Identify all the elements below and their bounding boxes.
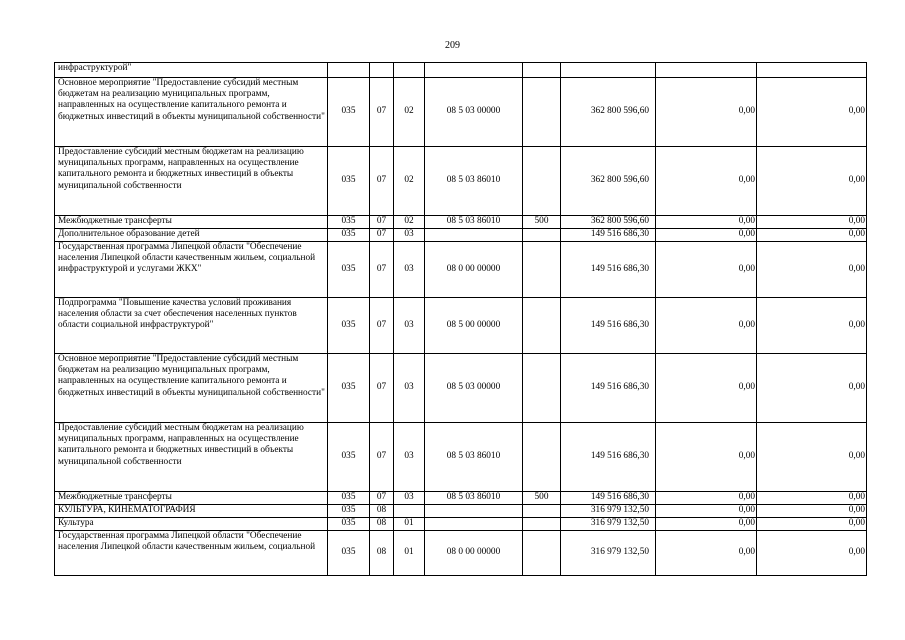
expense-type-code [523, 423, 561, 492]
target-article-code [425, 229, 523, 242]
ministry-code: 035 [328, 505, 370, 518]
expense-type-code [523, 78, 561, 147]
amount-1: 362 800 596,60 [561, 78, 656, 147]
section-code: 07 [370, 298, 394, 354]
subsection-code: 03 [394, 229, 425, 242]
amount-2: 0,00 [656, 531, 757, 576]
amount-1: 149 516 686,30 [561, 423, 656, 492]
table-row [55, 531, 867, 576]
item-name: Межбюджетные трансферты [55, 492, 328, 505]
amount-1: 362 800 596,60 [561, 216, 656, 229]
subsection-code: 03 [394, 298, 425, 354]
item-name: Дополнительное образование детей [55, 229, 328, 242]
target-article-code [425, 63, 523, 78]
expense-type-code [523, 242, 561, 298]
item-name: Предоставление субсидий местным бюджетам на реализацию муниципальных программ, направленных на осуществление капитального ремонта и бюджетных инвестиций в объекты муниципальной собственности [55, 423, 328, 492]
table-row [55, 298, 867, 354]
section-code: 07 [370, 216, 394, 229]
expense-type-code [523, 229, 561, 242]
expense-type-code [523, 505, 561, 518]
table-row [55, 229, 867, 242]
amount-2: 0,00 [656, 492, 757, 505]
amount-3: 0,00 [757, 229, 867, 242]
amount-1 [561, 63, 656, 78]
section-code: 07 [370, 147, 394, 216]
target-article-code [425, 505, 523, 518]
table-row [55, 63, 867, 78]
expense-type-code: 500 [523, 492, 561, 505]
table-row [55, 492, 867, 505]
target-article-code: 08 5 03 86010 [425, 147, 523, 216]
amount-3: 0,00 [757, 242, 867, 298]
target-article-code: 08 5 03 86010 [425, 423, 523, 492]
target-article-code: 08 0 00 00000 [425, 531, 523, 576]
amount-2: 0,00 [656, 518, 757, 531]
ministry-code: 035 [328, 518, 370, 531]
section-code: 08 [370, 518, 394, 531]
ministry-code: 035 [328, 531, 370, 576]
ministry-code: 035 [328, 229, 370, 242]
subsection-code [394, 505, 425, 518]
target-article-code [425, 518, 523, 531]
amount-2: 0,00 [656, 505, 757, 518]
target-article-code: 08 5 00 00000 [425, 298, 523, 354]
amount-1: 362 800 596,60 [561, 147, 656, 216]
expense-type-code [523, 63, 561, 78]
amount-1: 316 979 132,50 [561, 518, 656, 531]
budget-table [54, 62, 867, 576]
target-article-code: 08 5 03 00000 [425, 354, 523, 423]
section-code: 07 [370, 423, 394, 492]
subsection-code: 01 [394, 531, 425, 576]
amount-3: 0,00 [757, 78, 867, 147]
item-name: Основное мероприятие "Предоставление субсидий местным бюджетам на реализацию муниципальных программ, направленных на осуществление капитального ремонта и бюджетных инвестиций в объекты муниципальной собственности" [55, 78, 328, 147]
item-name: Предоставление субсидий местным бюджетам на реализацию муниципальных программ, направленных на осуществление капитального ремонта и бюджетных инвестиций в объекты муниципальной собственности [55, 147, 328, 216]
expense-type-code [523, 354, 561, 423]
expense-type-code [523, 518, 561, 531]
item-name: Подпрограмма "Повышение качества условий проживания населения области за счет обеспечения населенных пунктов области социальной инфраструктурой" [55, 298, 328, 354]
target-article-code: 08 5 03 00000 [425, 78, 523, 147]
item-name: Государственная программа Липецкой области "Обеспечение населения Липецкой области качественным жильем, социальной инфраструктурой и услугами ЖКХ" [55, 242, 328, 298]
subsection-code: 02 [394, 147, 425, 216]
target-article-code: 08 5 03 86010 [425, 492, 523, 505]
amount-2 [656, 63, 757, 78]
section-code: 08 [370, 505, 394, 518]
item-name: КУЛЬТУРА, КИНЕМАТОГРАФИЯ [55, 505, 328, 518]
amount-1: 149 516 686,30 [561, 354, 656, 423]
ministry-code: 035 [328, 242, 370, 298]
amount-2: 0,00 [656, 298, 757, 354]
amount-3 [757, 63, 867, 78]
table-row [55, 518, 867, 531]
amount-2: 0,00 [656, 242, 757, 298]
subsection-code [394, 63, 425, 78]
expense-type-code: 500 [523, 216, 561, 229]
item-name: Основное мероприятие "Предоставление субсидий местным бюджетам на реализацию муниципальных программ, направленных на осуществление капитального ремонта и бюджетных инвестиций в объекты муниципальной собственности" [55, 354, 328, 423]
section-code: 07 [370, 78, 394, 147]
subsection-code: 02 [394, 216, 425, 229]
budget-table-body [55, 63, 867, 576]
table-row [55, 147, 867, 216]
amount-3: 0,00 [757, 354, 867, 423]
ministry-code [328, 63, 370, 78]
ministry-code: 035 [328, 423, 370, 492]
amount-2: 0,00 [656, 78, 757, 147]
table-row [55, 78, 867, 147]
amount-3: 0,00 [757, 492, 867, 505]
section-code: 07 [370, 242, 394, 298]
amount-1: 316 979 132,50 [561, 505, 656, 518]
subsection-code: 03 [394, 423, 425, 492]
expense-type-code [523, 147, 561, 216]
expense-type-code [523, 298, 561, 354]
subsection-code: 03 [394, 242, 425, 298]
item-name: Культура [55, 518, 328, 531]
amount-2: 0,00 [656, 216, 757, 229]
amount-3: 0,00 [757, 531, 867, 576]
amount-3: 0,00 [757, 216, 867, 229]
amount-2: 0,00 [656, 423, 757, 492]
amount-1: 149 516 686,30 [561, 492, 656, 505]
amount-3: 0,00 [757, 505, 867, 518]
expense-type-code [523, 531, 561, 576]
target-article-code: 08 5 03 86010 [425, 216, 523, 229]
target-article-code: 08 0 00 00000 [425, 242, 523, 298]
subsection-code: 03 [394, 354, 425, 423]
table-row [55, 354, 867, 423]
amount-1: 149 516 686,30 [561, 242, 656, 298]
amount-3: 0,00 [757, 423, 867, 492]
section-code: 07 [370, 229, 394, 242]
table-row [55, 216, 867, 229]
ministry-code: 035 [328, 78, 370, 147]
amount-1: 316 979 132,50 [561, 531, 656, 576]
table-row [55, 505, 867, 518]
subsection-code: 02 [394, 78, 425, 147]
amount-1: 149 516 686,30 [561, 229, 656, 242]
amount-3: 0,00 [757, 147, 867, 216]
section-code: 07 [370, 354, 394, 423]
item-name: инфраструктурой" [55, 63, 328, 78]
table-row [55, 423, 867, 492]
item-name: Межбюджетные трансферты [55, 216, 328, 229]
section-code: 07 [370, 492, 394, 505]
table-row [55, 242, 867, 298]
ministry-code: 035 [328, 492, 370, 505]
item-name: Государственная программа Липецкой области "Обеспечение населения Липецкой области качественным жильем, социальной [55, 531, 328, 576]
amount-3: 0,00 [757, 518, 867, 531]
section-code: 08 [370, 531, 394, 576]
amount-2: 0,00 [656, 147, 757, 216]
ministry-code: 035 [328, 298, 370, 354]
ministry-code: 035 [328, 354, 370, 423]
subsection-code: 01 [394, 518, 425, 531]
amount-2: 0,00 [656, 354, 757, 423]
subsection-code: 03 [394, 492, 425, 505]
ministry-code: 035 [328, 216, 370, 229]
page-number: 209 [445, 40, 460, 51]
amount-1: 149 516 686,30 [561, 298, 656, 354]
ministry-code: 035 [328, 147, 370, 216]
section-code [370, 63, 394, 78]
amount-3: 0,00 [757, 298, 867, 354]
amount-2: 0,00 [656, 229, 757, 242]
